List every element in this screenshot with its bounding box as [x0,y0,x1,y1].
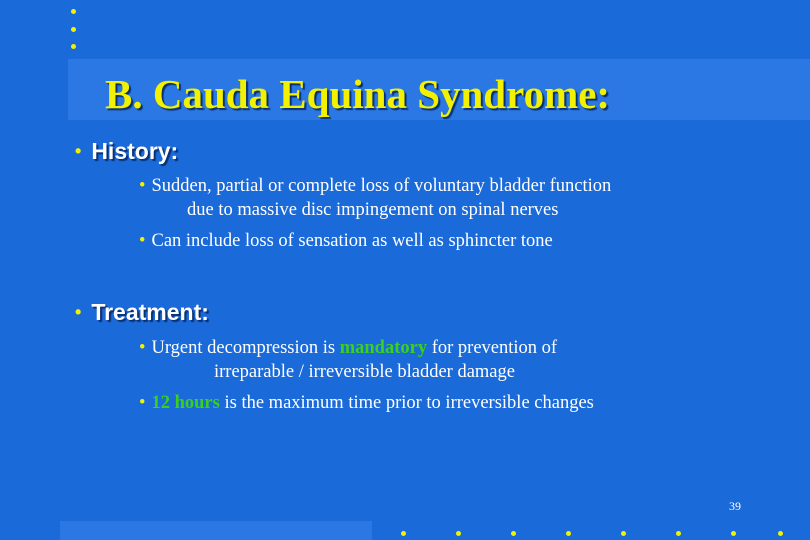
bullet-icon: • [139,176,146,196]
history-heading [75,137,178,165]
decor-dot [401,531,406,536]
bottom-band [60,521,372,540]
decor-dot [566,531,571,536]
history-heading-text: History: [91,138,179,164]
history-item-2-line1: Can include loss of sensation as well as sphincter tone [151,231,553,251]
history-item-1-cont [187,198,558,222]
bullet-icon: • [139,338,146,358]
decor-dot [456,531,461,536]
bullet-icon: • [75,141,82,161]
treatment-item-2 [139,391,594,415]
history-item-1-line2: due to massive disc impingement on spinal nerves [187,200,559,220]
decor-dot [731,531,736,536]
treatment-item-1-cont [214,360,515,384]
decor-dot [71,9,76,14]
decor-dot [511,531,516,536]
bullet-icon: • [139,231,146,251]
decor-dot [71,27,76,32]
decor-dot [71,44,76,49]
history-item-1-line1: Sudden, partial or complete loss of voluntary bladder function [151,176,612,196]
treatment-item-2-highlight: 12 hours [151,393,220,413]
treatment-heading [75,298,209,326]
history-item-1 [139,174,611,198]
decor-dot [621,531,626,536]
slide-title: B. Cauda Equina Syndrome: [105,71,611,117]
page-number: 39 [729,499,741,513]
treatment-item-1 [139,336,557,360]
bullet-icon: • [75,302,82,322]
treatment-item-1-before: Urgent decompression is [151,338,340,358]
bullet-icon: • [139,393,146,413]
treatment-item-1-after: for prevention of [427,338,558,358]
treatment-item-2-after: is the maximum time prior to irreversible changes [219,393,594,413]
treatment-item-1-highlight: mandatory [339,338,428,358]
decor-dot [676,531,681,536]
history-item-2 [139,229,553,253]
treatment-item-1-line2: irreparable / irreversible bladder damage [214,362,515,382]
treatment-heading-text: Treatment: [91,299,209,325]
decor-dot [778,531,783,536]
